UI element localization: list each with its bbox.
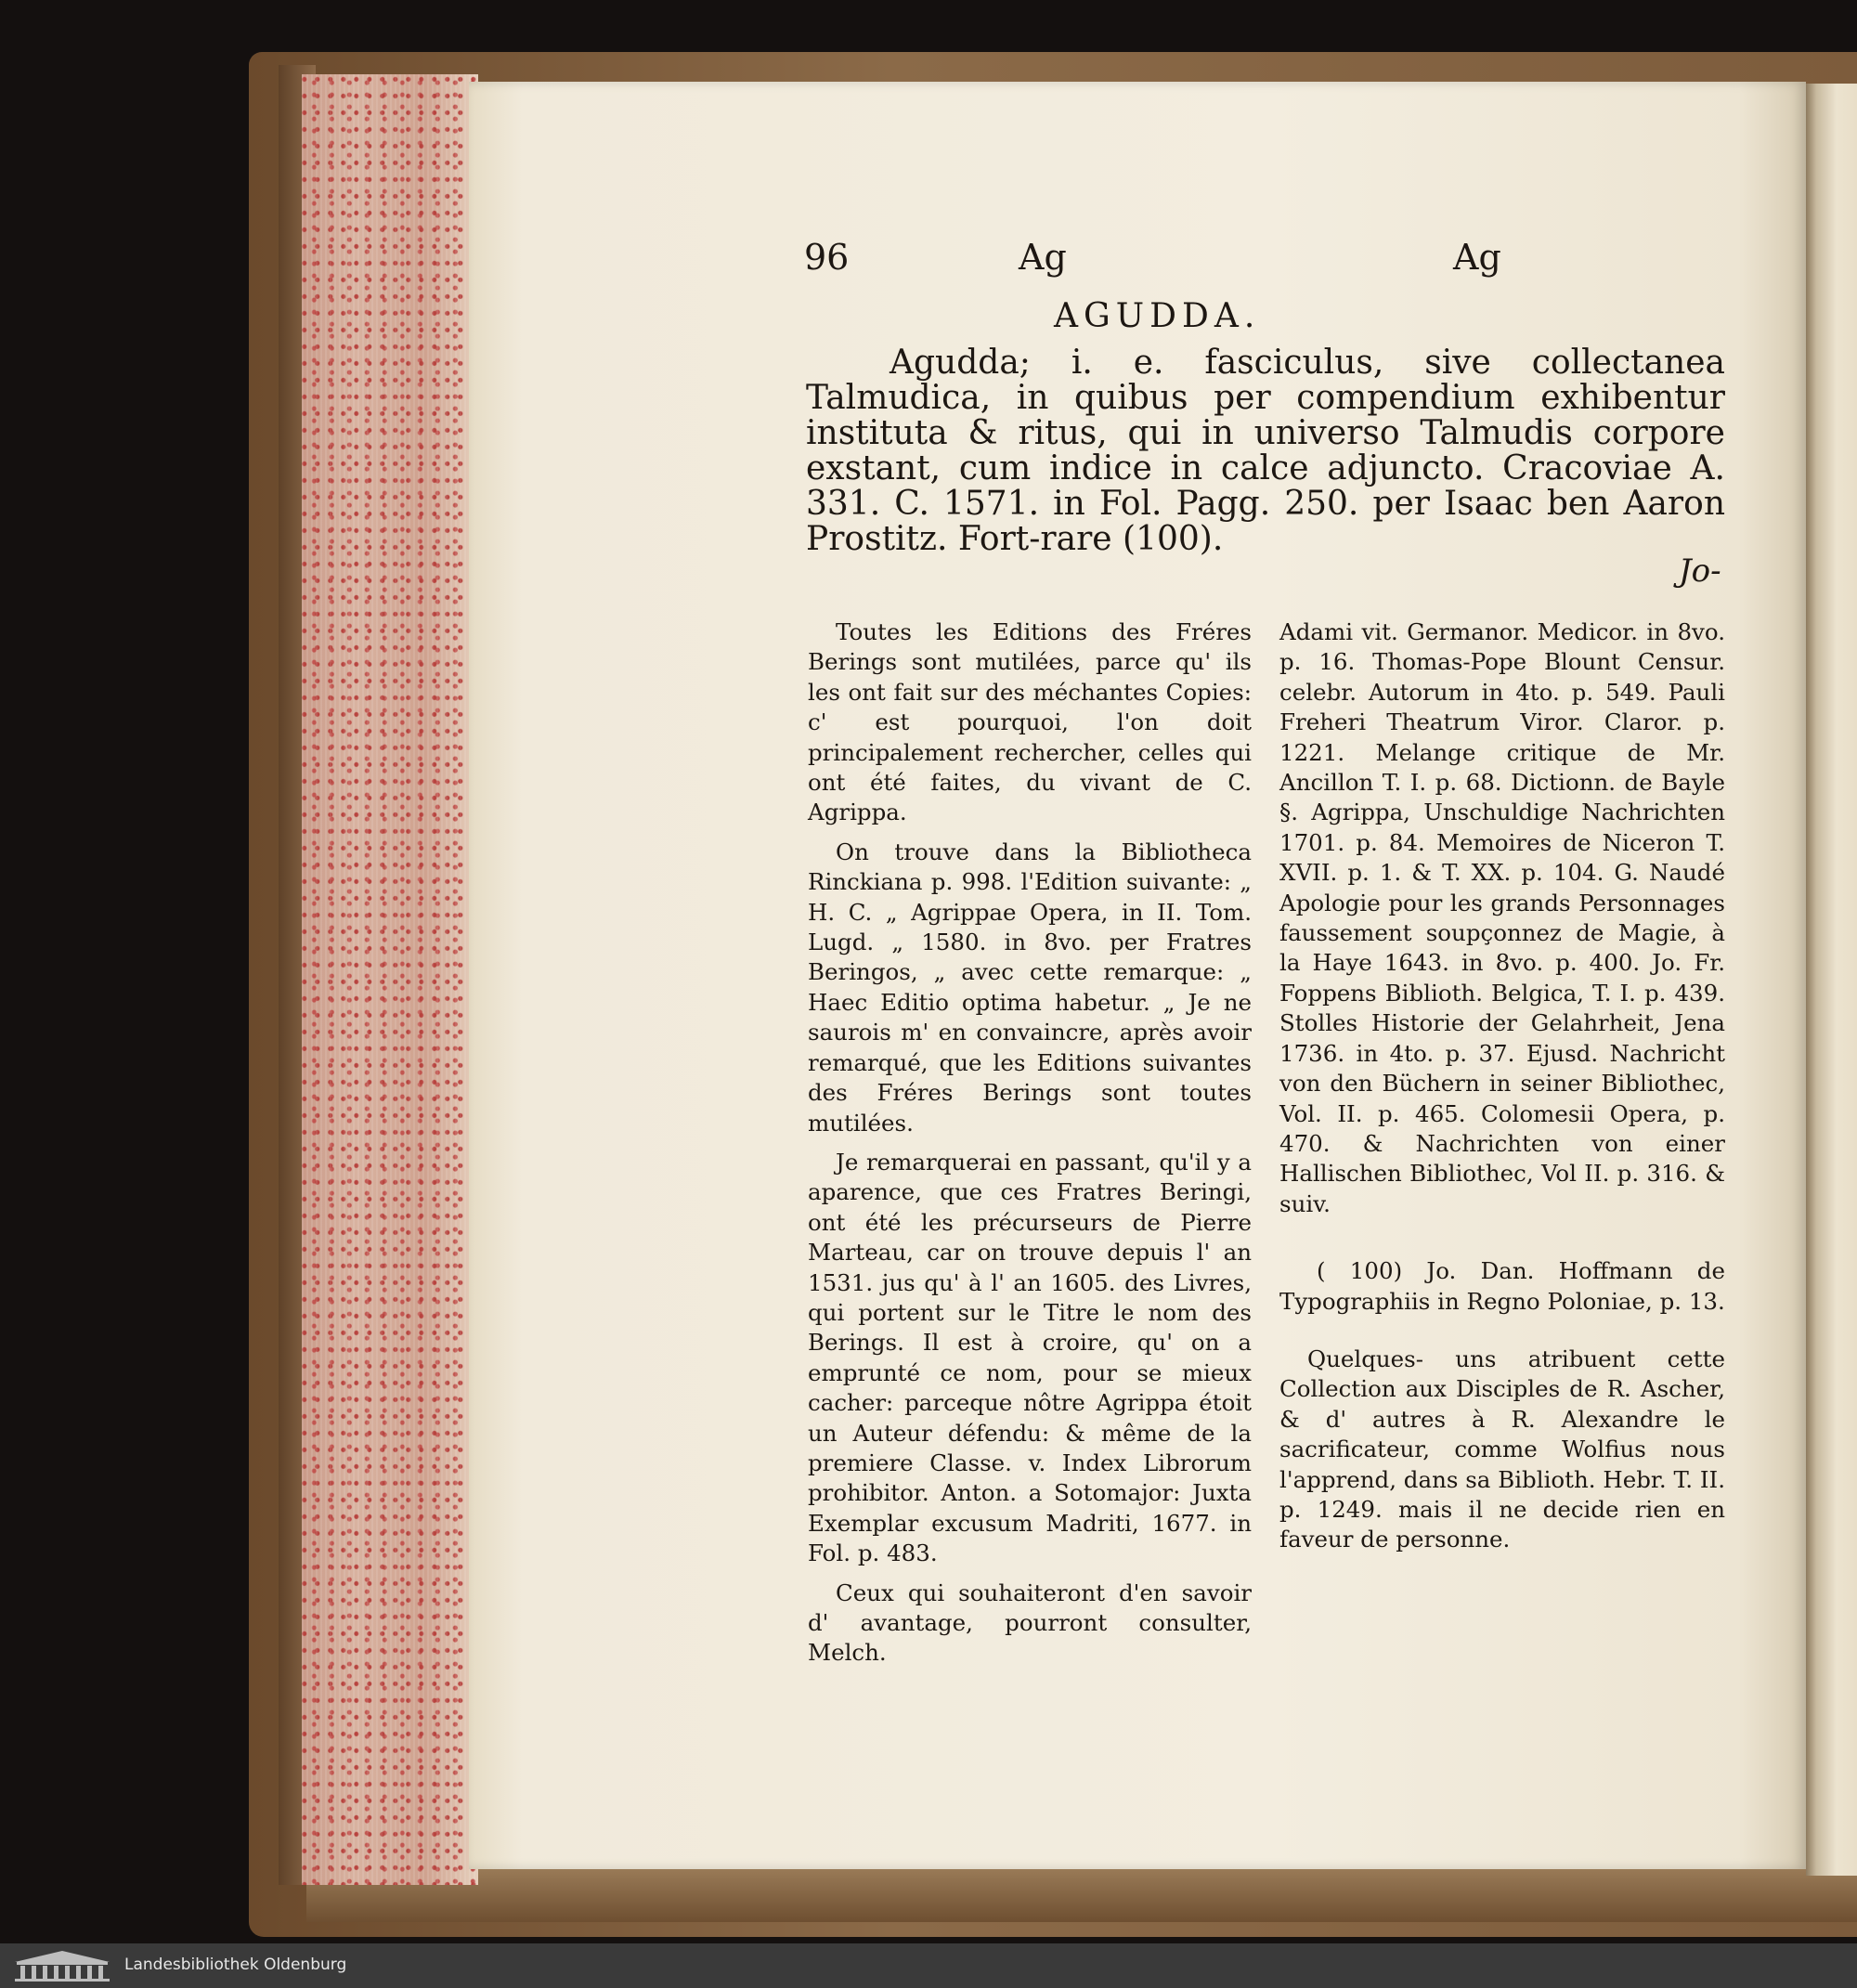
running-head-right: Ag	[1453, 237, 1501, 278]
library-building-icon	[11, 1949, 113, 1982]
page-fore-edge	[302, 74, 478, 1885]
page-number: 96	[804, 237, 850, 278]
left-paragraph: Ceux qui souhaiteront d'en savoir d' avantage, pourront consulter, Melch.	[808, 1579, 1252, 1667]
facing-page-edge	[1806, 84, 1857, 1876]
left-column	[808, 617, 1252, 1678]
left-paragraph: On trouve dans la Bibliotheca Rinckiana p. 998. l'Edition suivante: „ H. C. „ Agrippae Opera, in II. Tom. Lugd. „ 1580. in 8vo. per Fratres Beringos, „ avec cette remarque: „ Haec Editio optima habetur. „ Je ne saurois m' en convaincre, après avoir remarqué, que les Editions suivantes des Fréres Berings sont toutes mutilées.	[808, 838, 1252, 1137]
right-column	[1279, 617, 1725, 1565]
running-head-left: Ag	[1019, 237, 1067, 278]
left-paragraph: Je remarquerai en passant, qu'il y a aparence, que ces Fratres Beringi, ont été les précurseurs de Pierre Marteau, car on trouve depuis l' an 1531. jus qu' à l' an 1605. des Livres, qui portent sur le Titre le nom des Berings. Il est à croire, qu' on a emprunté ce nom, pour se mieux cacher: parceque nôtre Agrippa étoit un Auteur défendu: & même de la premiere Classe. v. Index Librorum prohibitor. Anton. a Sotomajor: Juxta Exemplar excusum Madriti, 1677. in Fol. p. 483.	[808, 1148, 1252, 1567]
library-name[interactable]: Landesbibliothek Oldenburg	[124, 1956, 347, 1974]
footnote-100: ( 100) Jo. Dan. Hoffmann de Typographiis in Regno Poloniae, p. 13.	[1279, 1257, 1725, 1315]
entry-title: AGUDDA.	[1054, 297, 1261, 335]
viewer-footer	[0, 1943, 1857, 1988]
left-paragraph: Toutes les Editions des Fréres Berings sont mutilées, parce qu' ils les ont fait sur des méchantes Copies: c' est pourquoi, l'on doit principalement rechercher, celles qui ont été faites, du vivant de C. Agrippa.	[808, 618, 1252, 826]
right-paragraph: Quelques- uns atribuent cette Collection aux Disciples de R. Ascher, & d' autres à R. Alexandre le sacrificateur, comme Wolfius nous l'apprend, dans sa Biblioth. Hebr. T. II. p. 1249. mais il ne decide rien en faveur de personne.	[1279, 1345, 1725, 1553]
right-paragraph: Adami vit. Germanor. Medicor. in 8vo. p. 16. Thomas-Pope Blount Censur. celebr. Autorum in 4to. p. 549. Pauli Freheri Theatrum Viror. Claror. p. 1221. Melange critique de Mr. Ancillon T. I. p. 68. Dictionn. de Bayle §. Agrippa, Unschuldige Nachrichten 1701. p. 84. Memoires de Niceron T. XVII. p. 1. & T. XX. p. 104. G. Naudé Apologie pour les grands Personnages faussement soupçonnez de Magie, à la Haye 1643. in 8vo. p. 400. Jo. Fr. Foppens Biblioth. Belgica, T. I. p. 439. Stolles Historie der Gelahrheit, Jena 1736. in 4to. p. 37. Ejusd. Nachricht von den Büchern in seiner Bibliothec, Vol. II. p. 465. Colomesii Opera, p. 470. & Nachrichten von einer Hallischen Bibliothec, Vol II. p. 316. & suiv.	[1279, 618, 1725, 1217]
entry-intro-text: Agudda; i. e. fasciculus, sive collectanea Talmudica, in quibus per compendium exhibentur instituta & ritus, qui in universo Talmudis corpore exstant, cum indice in calce adjuncto. Cracoviae A. 331. C. 1571. in Fol. Pagg. 250. per Isaac ben Aaron Prostitz. Fort-rare (100).	[806, 344, 1725, 558]
entry-intro	[806, 345, 1725, 557]
catchword: Jo-	[1679, 552, 1721, 590]
